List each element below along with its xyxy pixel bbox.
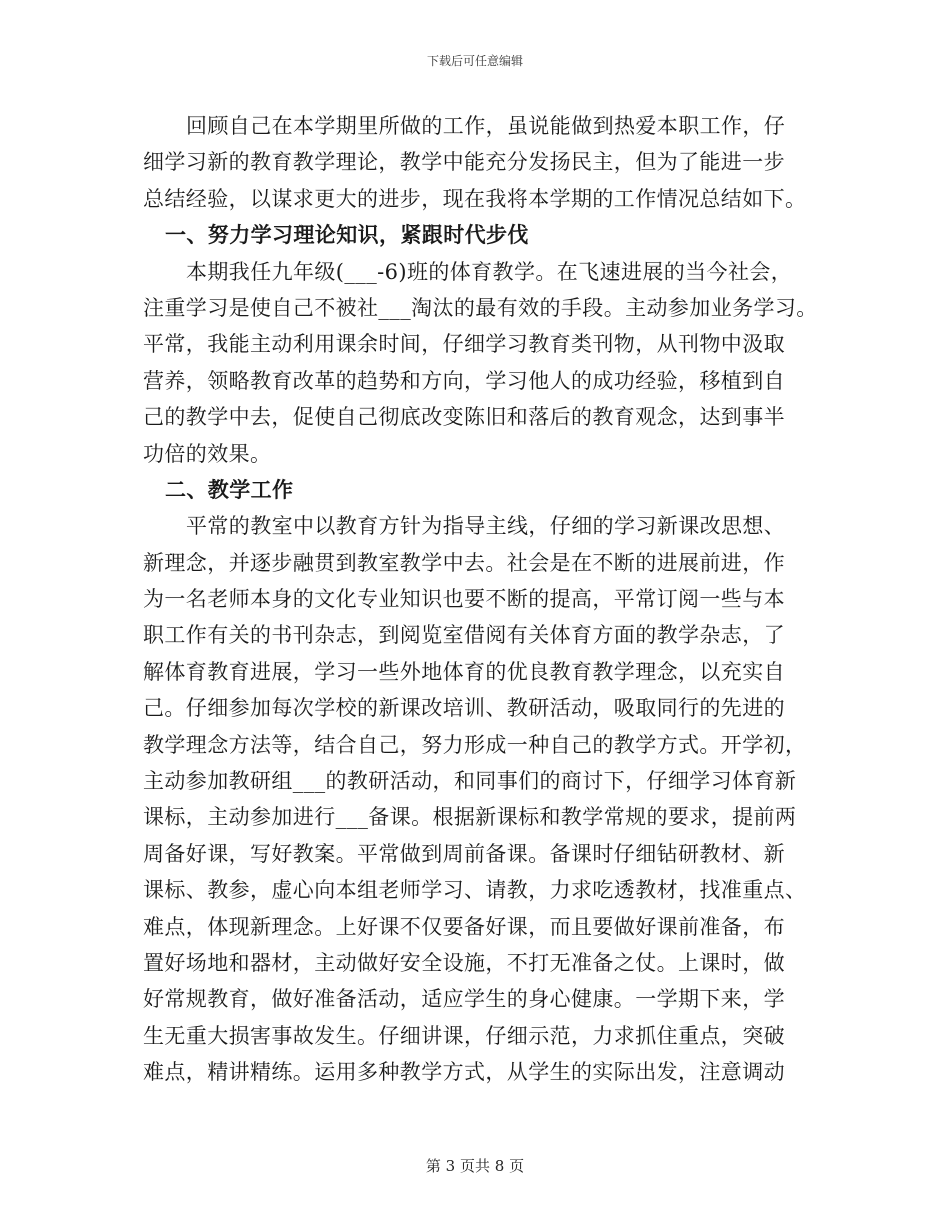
paragraph-line: 己。仔细参加每次学校的新课改培训、教研活动，吸取同行的先进的: [143, 696, 785, 721]
section-heading: 一、努力学习理论知识，紧跟时代步伐: [165, 222, 529, 248]
paragraph-line: 平常，我能主动利用课余时间，仔细学习教育类刊物，从刊物中汲取: [143, 332, 785, 357]
paragraph-line: 难点，精讲精练。运用多种教学方式，从学生的实际出发，注意调动: [143, 1060, 785, 1085]
paragraph-line: 注重学习是使自己不被社___淘汰的最有效的手段。主动参加业务学习。: [143, 295, 818, 320]
paragraph-line: 平常的教室中以教育方针为指导主线，仔细的学习新课改思想、: [186, 514, 786, 539]
paragraph-line: 细学习新的教育教学理论，教学中能充分发扬民主，但为了能进一步: [143, 150, 785, 175]
paragraph-line: 难点，体现新理念。上好课不仅要备好课，而且要做好课前准备，布: [143, 914, 785, 939]
paragraph-line: 课标、教参，虚心向本组老师学习、请教，力求吃透教材，找准重点、: [143, 878, 807, 903]
paragraph-line: 新理念，并逐步融贯到教室教学中去。社会是在不断的进展前进，作: [143, 550, 785, 575]
paragraph-line: 功倍的效果。: [143, 441, 272, 466]
paragraph-line: 营养，领略教育改革的趋势和方向，学习他人的成功经验，移植到自: [143, 368, 785, 393]
document-body: [143, 108, 823, 1091]
page-header: 下载后可任意编辑: [426, 54, 523, 68]
paragraph-line: 总结经验，以谋求更大的进步，现在我将本学期的工作情况总结如下。: [143, 186, 807, 211]
paragraph-line: 解体育教育进展，学习一些外地体育的优良教育教学理念，以充实自: [143, 659, 785, 684]
section-heading: 二、教学工作: [165, 476, 294, 502]
paragraph-line: 课标，主动参加进行___备课。根据新课标和教学常规的要求，提前两: [143, 805, 797, 830]
paragraph-line: 本期我任九年级(___-6)班的体育教学。在飞速进展的当今社会，: [186, 259, 793, 284]
paragraph-line: 教学理念方法等，结合自己，努力形成一种自己的教学方式。开学初，: [143, 732, 807, 757]
paragraph-line: 生无重大损害事故发生。仔细讲课，仔细示范，力求抓住重点，突破: [143, 1023, 785, 1048]
paragraph-line: 己的教学中去，促使自己彻底改变陈旧和落后的教育观念，达到事半: [143, 405, 785, 430]
paragraph-line: 主动参加教研组___的教研活动，和同事们的商讨下，仔细学习体育新: [143, 769, 797, 794]
paragraph-line: 周备好课，写好教案。平常做到周前备课。备课时仔细钻研教材、新: [143, 841, 785, 866]
paragraph-line: 好常规教育，做好准备活动，适应学生的身心健康。一学期下来，学: [143, 987, 785, 1012]
paragraph-line: 置好场地和器材，主动做好安全设施，不打无准备之仗。上课时，做: [143, 950, 785, 975]
paragraph-line: 为一名老师本身的文化专业知识也要不断的提高，平常订阅一些与本: [143, 587, 785, 612]
page-number-footer: 第 3 页共 8 页: [425, 1157, 525, 1175]
paragraph-line: 回顾自己在本学期里所做的工作，虽说能做到热爱本职工作，仔: [186, 114, 786, 138]
paragraph-line: 职工作有关的书刊杂志，到阅览室借阅有关体育方面的教学杂志，了: [143, 623, 785, 648]
